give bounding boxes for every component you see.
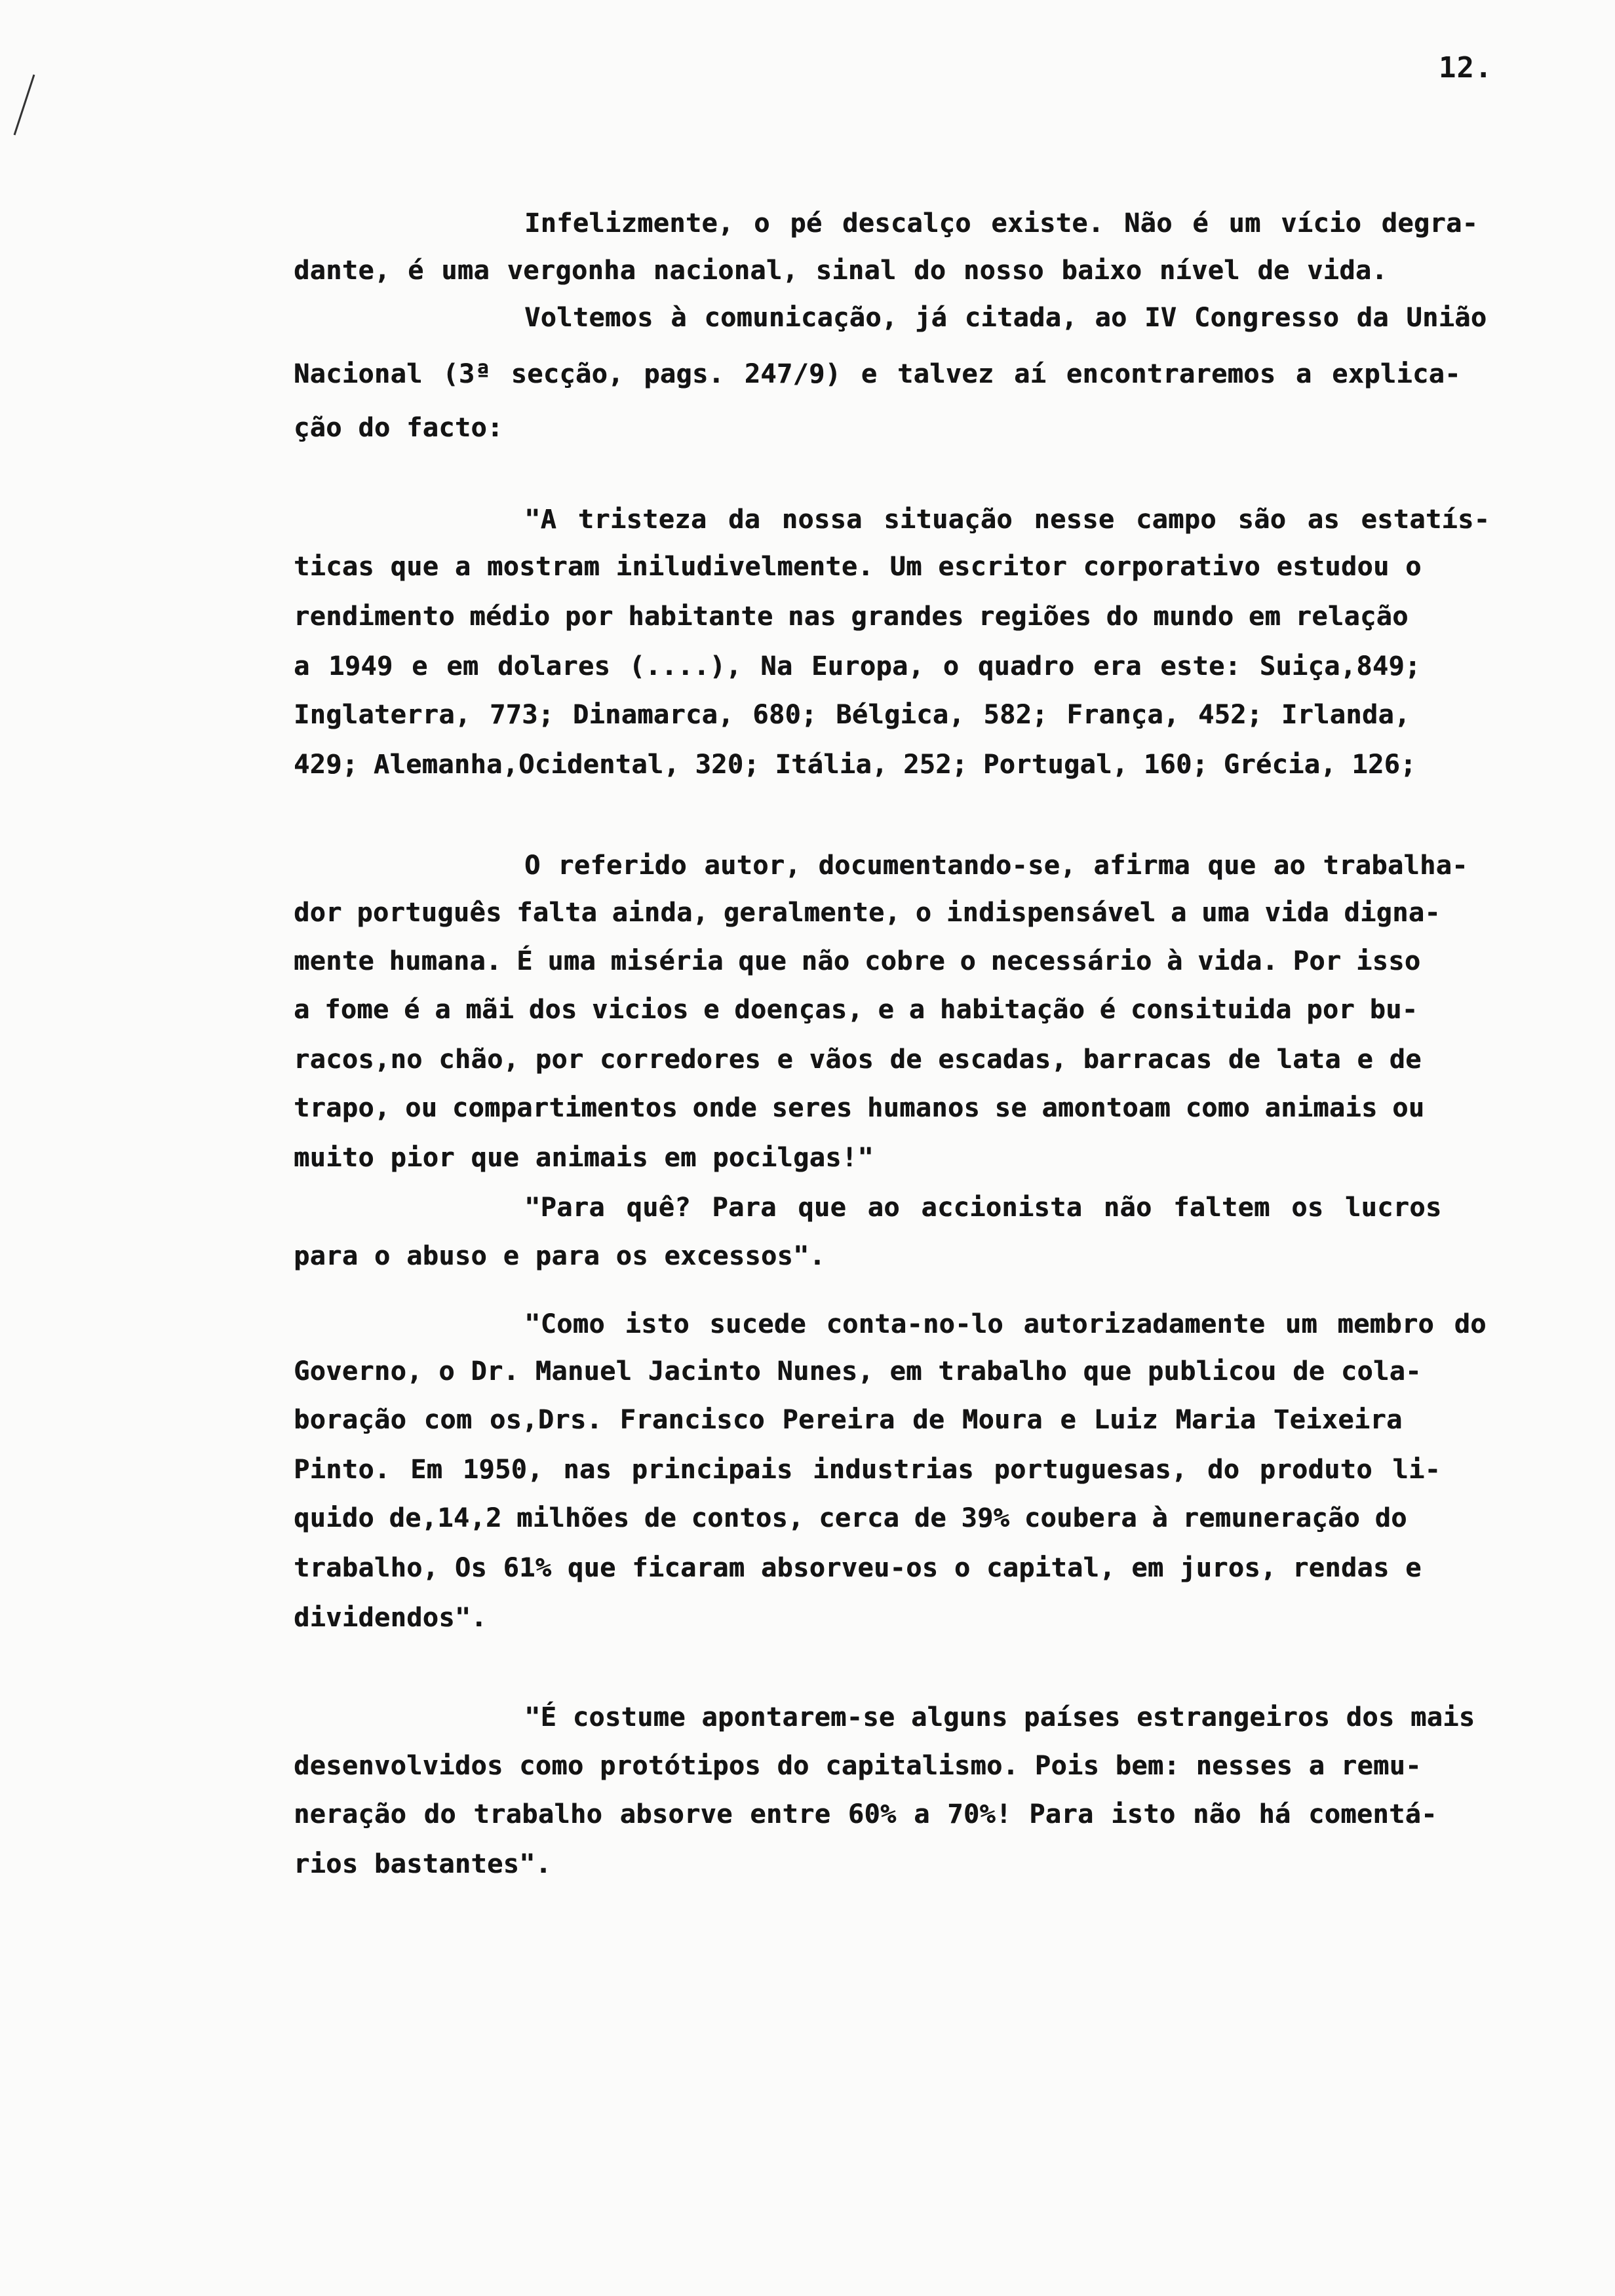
text-line: Governo, o Dr. Manuel Jacinto Nunes, em trabalho que publicou de cola-	[294, 1356, 1422, 1387]
text-line: "Como isto sucede conta-no-lo autorizadamente um membro do	[524, 1309, 1487, 1339]
text-line: rios bastantes".	[294, 1849, 552, 1879]
text-line: muito pior que animais em pocilgas!"	[294, 1143, 874, 1173]
text-line: 429; Alemanha,Ocidental, 320; Itália, 252; Portugal, 160; Grécia, 126;	[294, 750, 1416, 780]
text-line: trapo, ou compartimentos onde seres humanos se amontoam como animais ou	[294, 1093, 1425, 1123]
text-line: Inglaterra, 773; Dinamarca, 680; Bélgica, 582; França, 452; Irlanda,	[294, 700, 1411, 730]
text-line: Infelizmente, o pé descalço existe. Não é um vício degra-	[524, 208, 1479, 239]
text-line: "Para quê? Para que ao accionista não faltem os lucros	[524, 1193, 1442, 1223]
text-line: Voltemos à comunicação, já citada, ao IV Congresso da União	[524, 303, 1487, 333]
text-line: mente humana. É uma miséria que não cobre o necessário à vida. Por isso	[294, 946, 1421, 976]
text-line: Pinto. Em 1950, nas principais industrias portuguesas, do produto li-	[294, 1455, 1441, 1485]
text-line: O referido autor, documentando-se, afirma que ao trabalha-	[524, 851, 1468, 881]
pen-stroke-mark	[12, 72, 38, 138]
page-number: 12.	[1439, 51, 1493, 85]
text-line: dor português falta ainda, geralmente, o indispensável a uma vida digna-	[294, 898, 1441, 928]
text-line: ticas que a mostram iniludivelmente. Um escritor corporativo estudou o	[294, 552, 1422, 582]
text-line: dante, é uma vergonha nacional, sinal do nosso baixo nível de vida.	[294, 256, 1388, 286]
text-line: neração do trabalho absorve entre 60% a 70%! Para isto não há comentá-	[294, 1799, 1437, 1829]
text-line: "A tristeza da nossa situação nesse campo são as estatís-	[524, 505, 1490, 535]
text-line: rendimento médio por habitante nas grandes regiões do mundo em relação	[294, 602, 1409, 632]
text-line: Nacional (3ª secção, pags. 247/9) e talvez aí encontraremos a explica-	[294, 359, 1461, 389]
text-line: boração com os,Drs. Francisco Pereira de Moura e Luiz Maria Teixeira	[294, 1405, 1403, 1435]
text-line: a fome é a mãi dos vicios e doenças, e a habitação é consituida por bu-	[294, 995, 1418, 1025]
text-line: ção do facto:	[294, 413, 503, 443]
text-line: desenvolvidos como protótipos do capitalismo. Pois bem: nesses a remu-	[294, 1751, 1422, 1781]
text-line: trabalho, Os 61% que ficaram absorveu-os o capital, em juros, rendas e	[294, 1553, 1422, 1583]
text-line: quido de,14,2 milhões de contos, cerca de 39% coubera à remuneração do	[294, 1503, 1407, 1533]
text-line: racos,no chão, por corredores e vãos de escadas, barracas de lata e de	[294, 1044, 1422, 1075]
text-line: para o abuso e para os excessos".	[294, 1241, 826, 1271]
text-line: a 1949 e em dolares (....), Na Europa, o quadro era este: Suiça,849;	[294, 651, 1421, 681]
text-line: dividendos".	[294, 1603, 487, 1633]
text-line: "É costume apontarem-se alguns países estrangeiros dos mais	[524, 1702, 1475, 1732]
